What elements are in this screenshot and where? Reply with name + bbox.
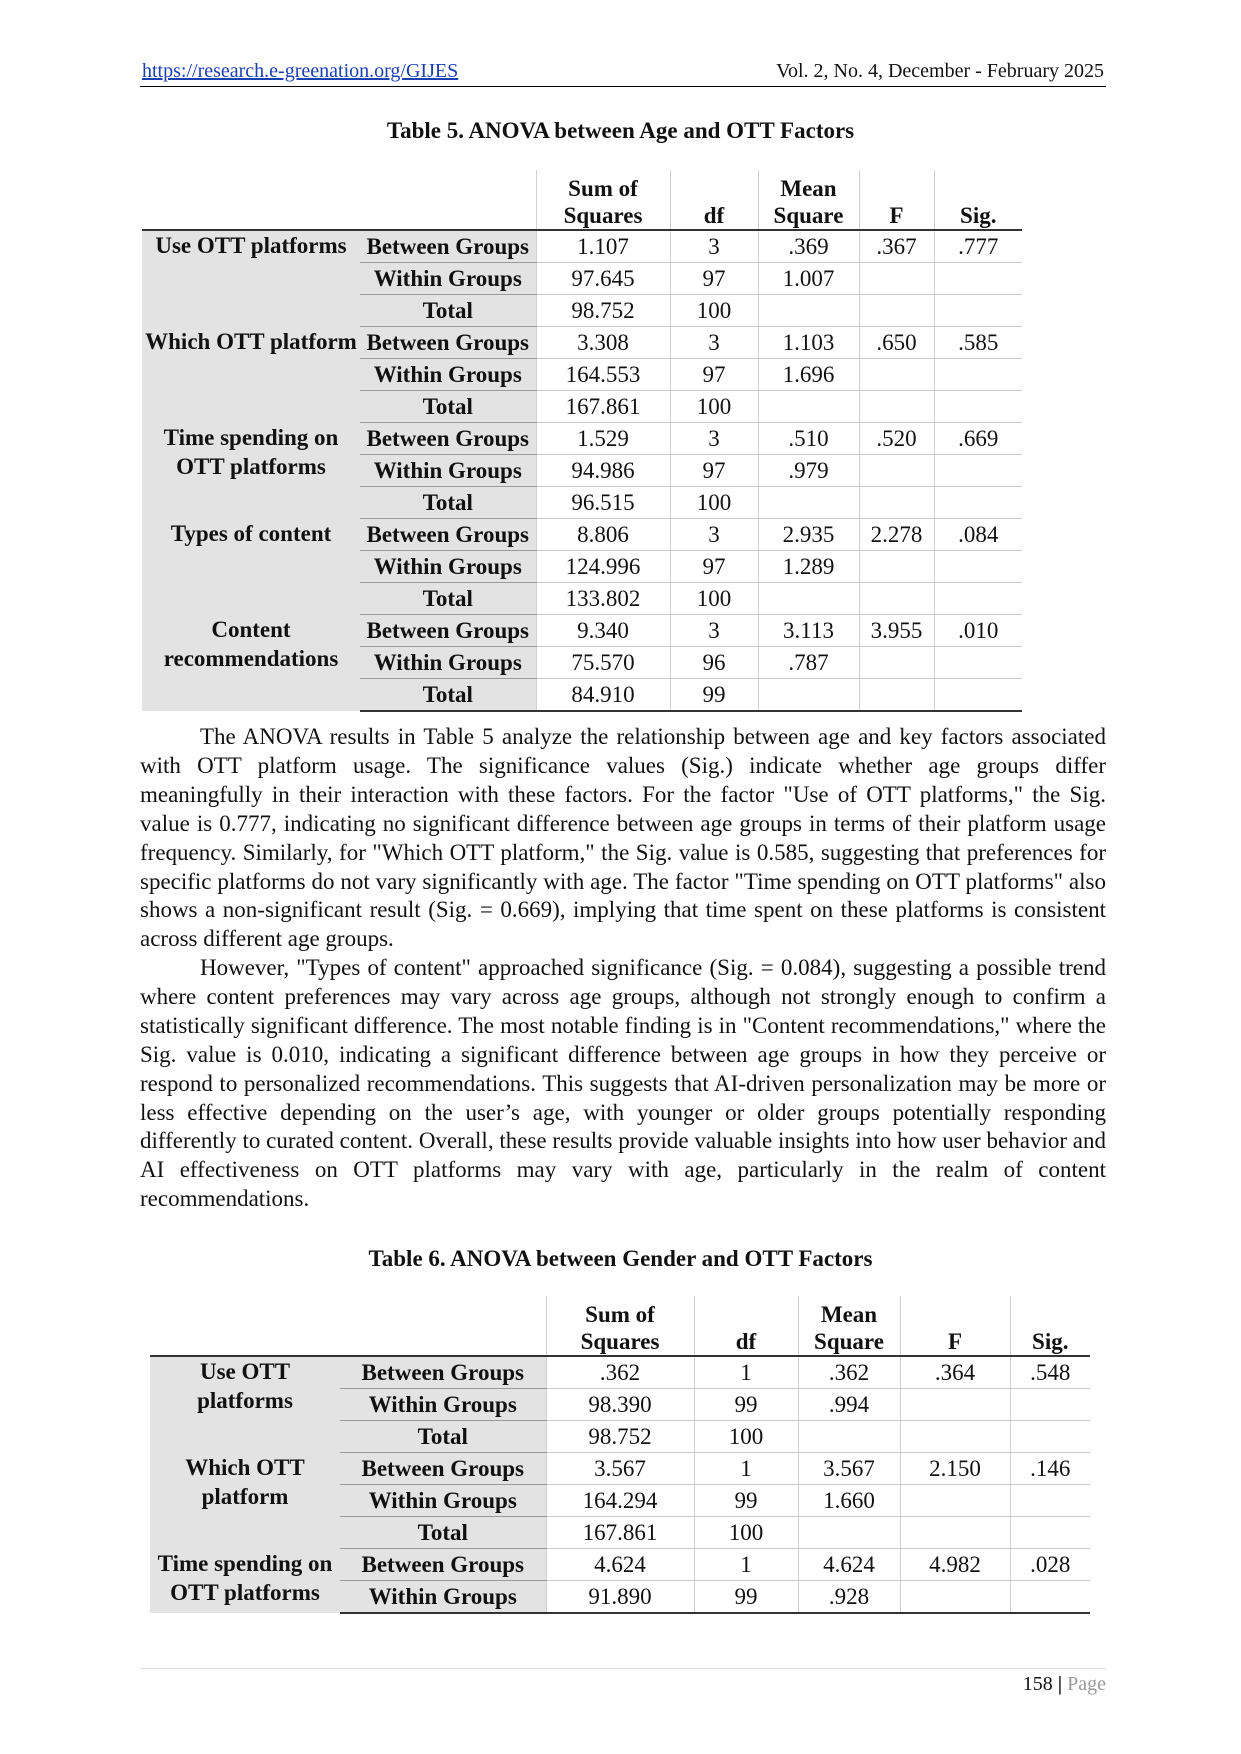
cell-ss: 124.996 (536, 551, 670, 583)
column-header: Sig. (1010, 1296, 1090, 1356)
cell-f: .364 (900, 1356, 1010, 1389)
column-header: df (670, 170, 758, 230)
cell-ms: 4.624 (798, 1549, 900, 1581)
cell-df: 99 (694, 1485, 798, 1517)
cell-ss: 94.986 (536, 455, 670, 487)
factor-label: Types of content (142, 519, 360, 615)
cell-ms: 2.935 (758, 519, 859, 551)
journal-link[interactable]: https://research.e-greenation.org/GIJES (142, 60, 459, 82)
cell-f (859, 583, 934, 615)
table6-caption: Table 6. ANOVA between Gender and OTT Factors (368, 1246, 873, 1271)
row-label: Between Groups (340, 1453, 546, 1485)
page-footer (1023, 1673, 1106, 1696)
cell-f (900, 1421, 1010, 1453)
row-label: Between Groups (340, 1549, 546, 1581)
cell-ss: 97.645 (536, 263, 670, 295)
table5-caption: Table 5. ANOVA between Age and OTT Factors (386, 118, 855, 143)
cell-sig (1010, 1517, 1090, 1549)
cell-ms (798, 1421, 900, 1453)
cell-ss: 3.567 (546, 1453, 694, 1485)
cell-df: 97 (670, 455, 758, 487)
column-header: Sig. (934, 170, 1022, 230)
page-number: 158 (1022, 1673, 1053, 1695)
row-label: Within Groups (340, 1485, 546, 1517)
row-label: Within Groups (360, 263, 536, 295)
table-row (142, 230, 1022, 263)
cell-sig (1010, 1421, 1090, 1453)
cell-f: .650 (859, 327, 934, 359)
cell-df: 1 (694, 1453, 798, 1485)
cell-f (900, 1389, 1010, 1421)
factor-label: Time spending on OTT platforms (150, 1549, 340, 1614)
cell-ss: 1.107 (536, 230, 670, 263)
cell-df: 100 (670, 487, 758, 519)
cell-df: 97 (670, 359, 758, 391)
row-label: Within Groups (360, 647, 536, 679)
factor-label: Use OTT platforms (142, 230, 360, 327)
table-row (142, 327, 1022, 359)
cell-ms (758, 679, 859, 712)
cell-f (900, 1581, 1010, 1614)
cell-ss: 133.802 (536, 583, 670, 615)
cell-ss: 167.861 (536, 391, 670, 423)
cell-ms: .787 (758, 647, 859, 679)
cell-ms: .362 (798, 1356, 900, 1389)
paragraph (140, 723, 1106, 954)
table-row (150, 1549, 1090, 1581)
cell-sig: .548 (1010, 1356, 1090, 1389)
cell-ms: 1.660 (798, 1485, 900, 1517)
row-label: Total (360, 679, 536, 712)
page-header (140, 58, 1106, 87)
header-blank (150, 1296, 340, 1356)
cell-ss: 3.308 (536, 327, 670, 359)
row-label: Between Groups (360, 519, 536, 551)
row-label: Between Groups (360, 615, 536, 647)
cell-df: 97 (670, 551, 758, 583)
cell-sig (1010, 1485, 1090, 1517)
column-header: df (694, 1296, 798, 1356)
cell-ss: 98.752 (536, 295, 670, 327)
factor-label: Which OTT platform (142, 327, 360, 423)
row-label: Between Groups (360, 327, 536, 359)
row-label: Within Groups (360, 551, 536, 583)
cell-ms (758, 583, 859, 615)
cell-sig (934, 647, 1022, 679)
volume-info: Vol. 2, No. 4, December - February 2025 (776, 60, 1104, 82)
table-header-row (150, 1296, 1090, 1356)
cell-ms: 1.103 (758, 327, 859, 359)
cell-sig: .028 (1010, 1549, 1090, 1581)
column-header: F (859, 170, 934, 230)
cell-ms (758, 295, 859, 327)
header-blank (360, 170, 536, 230)
table-row (142, 519, 1022, 551)
row-label: Within Groups (340, 1581, 546, 1614)
cell-ss: 9.340 (536, 615, 670, 647)
row-label: Between Groups (360, 230, 536, 263)
cell-f (859, 647, 934, 679)
cell-f: 3.955 (859, 615, 934, 647)
cell-df: 99 (694, 1389, 798, 1421)
cell-ms: 3.567 (798, 1453, 900, 1485)
cell-sig (934, 359, 1022, 391)
cell-ss: 4.624 (546, 1549, 694, 1581)
footer-divider (140, 1668, 1106, 1669)
cell-df: 100 (694, 1517, 798, 1549)
cell-f (859, 359, 934, 391)
cell-f (859, 679, 934, 712)
cell-f: 2.150 (900, 1453, 1010, 1485)
cell-ms (758, 391, 859, 423)
paragraph-text: The ANOVA results in Table 5 analyze the relationship between age and key factors associated with OTT platform usage. The significance values (Sig.) indicate whether age groups differ meaningfully in their interaction with these factors. For the factor "Use of OTT platforms," the Sig. value is 0.777, indicating no significant difference between age groups in terms of their platform usage frequency. Similarly, for "Which OTT platform," the Sig. value is 0.585, suggesting that preferences for specific platforms do not vary significantly with age. The factor "Time spending on OTT platforms" also shows a non-significant result (Sig. = 0.669), implying that time spent on these platforms is consistent across different age groups. (140, 724, 1106, 952)
cell-df: 100 (670, 295, 758, 327)
row-label: Total (360, 295, 536, 327)
cell-df: 3 (670, 230, 758, 263)
cell-sig: .585 (934, 327, 1022, 359)
cell-sig: .669 (934, 423, 1022, 455)
cell-f (859, 391, 934, 423)
cell-df: 3 (670, 327, 758, 359)
row-label: Total (340, 1421, 546, 1453)
cell-ms: 1.007 (758, 263, 859, 295)
cell-df: 1 (694, 1356, 798, 1389)
cell-f (859, 551, 934, 583)
cell-sig: .010 (934, 615, 1022, 647)
cell-f (859, 487, 934, 519)
cell-f (900, 1517, 1010, 1549)
table-row (142, 615, 1022, 647)
cell-ms: .979 (758, 455, 859, 487)
cell-df: 3 (670, 423, 758, 455)
factor-label: Use OTT platforms (150, 1356, 340, 1453)
column-header: Sum of Squares (536, 170, 670, 230)
cell-ms: 3.113 (758, 615, 859, 647)
cell-sig (934, 295, 1022, 327)
cell-sig (934, 679, 1022, 712)
cell-ms: 1.696 (758, 359, 859, 391)
header-blank (142, 170, 360, 230)
table6-anova (150, 1296, 1090, 1614)
row-label: Total (360, 583, 536, 615)
cell-ms: .928 (798, 1581, 900, 1614)
cell-df: 3 (670, 615, 758, 647)
factor-label: Content recommendations (142, 615, 360, 712)
cell-sig (934, 263, 1022, 295)
row-label: Within Groups (360, 455, 536, 487)
cell-f: 4.982 (900, 1549, 1010, 1581)
cell-ss: 96.515 (536, 487, 670, 519)
cell-sig (934, 551, 1022, 583)
cell-df: 100 (694, 1421, 798, 1453)
cell-f: .367 (859, 230, 934, 263)
cell-ms: .369 (758, 230, 859, 263)
cell-df: 1 (694, 1549, 798, 1581)
cell-sig (934, 583, 1022, 615)
cell-sig (1010, 1389, 1090, 1421)
cell-sig: .084 (934, 519, 1022, 551)
cell-f (859, 455, 934, 487)
cell-ss: 98.390 (546, 1389, 694, 1421)
table-row (150, 1453, 1090, 1485)
cell-df: 99 (670, 679, 758, 712)
cell-df: 99 (694, 1581, 798, 1614)
factor-label: Time spending on OTT platforms (142, 423, 360, 519)
cell-sig: .777 (934, 230, 1022, 263)
cell-df: 96 (670, 647, 758, 679)
cell-ms: .994 (798, 1389, 900, 1421)
row-label: Within Groups (340, 1389, 546, 1421)
table-header-row (142, 170, 1022, 230)
cell-ms (798, 1517, 900, 1549)
cell-f: 2.278 (859, 519, 934, 551)
column-header: Mean Square (798, 1296, 900, 1356)
cell-f: .520 (859, 423, 934, 455)
table-row (150, 1356, 1090, 1389)
cell-df: 3 (670, 519, 758, 551)
cell-sig (934, 487, 1022, 519)
cell-ss: 98.752 (546, 1421, 694, 1453)
cell-ss: 164.553 (536, 359, 670, 391)
cell-sig (934, 455, 1022, 487)
row-label: Total (360, 391, 536, 423)
cell-ss: 167.861 (546, 1517, 694, 1549)
page-label: Page (1067, 1673, 1106, 1695)
column-header: Sum of Squares (546, 1296, 694, 1356)
table5-anova (142, 170, 1022, 712)
cell-sig: .146 (1010, 1453, 1090, 1485)
cell-df: 100 (670, 391, 758, 423)
cell-f (900, 1485, 1010, 1517)
header-blank (340, 1296, 546, 1356)
row-label: Between Groups (360, 423, 536, 455)
cell-ss: 75.570 (536, 647, 670, 679)
column-header: F (900, 1296, 1010, 1356)
cell-ss: 8.806 (536, 519, 670, 551)
cell-ms: 1.289 (758, 551, 859, 583)
paragraph (140, 954, 1106, 1214)
cell-f (859, 295, 934, 327)
cell-sig (1010, 1581, 1090, 1614)
cell-sig (934, 391, 1022, 423)
row-label: Between Groups (340, 1356, 546, 1389)
row-label: Total (360, 487, 536, 519)
cell-ss: 84.910 (536, 679, 670, 712)
cell-ms: .510 (758, 423, 859, 455)
footer-separator: | (1057, 1673, 1063, 1695)
column-header: Mean Square (758, 170, 859, 230)
cell-ss: 164.294 (546, 1485, 694, 1517)
cell-df: 100 (670, 583, 758, 615)
paragraph-text: However, "Types of content" approached significance (Sig. = 0.084), suggesting a possible trend where content preferences may vary across age groups, although not strongly enough to confirm a statistically significant difference. The most notable finding is in "Content recommendations," where the Sig. value is 0.010, indicating a significant difference between age groups in how they perceive or respond to personalized recommendations. This suggests that AI-driven personalization may be more or less effective depending on the user’s age, with younger or older groups potentially responding differently to curated content. Overall, these results provide valuable insights into how user behavior and AI effectiveness on OTT platforms may vary with age, particularly in the realm of content recommendations. (140, 955, 1106, 1212)
cell-ss: 91.890 (546, 1581, 694, 1614)
table-row (142, 423, 1022, 455)
cell-df: 97 (670, 263, 758, 295)
cell-ss: 1.529 (536, 423, 670, 455)
factor-label: Which OTT platform (150, 1453, 340, 1549)
cell-ms (758, 487, 859, 519)
row-label: Total (340, 1517, 546, 1549)
cell-ss: .362 (546, 1356, 694, 1389)
row-label: Within Groups (360, 359, 536, 391)
cell-f (859, 263, 934, 295)
